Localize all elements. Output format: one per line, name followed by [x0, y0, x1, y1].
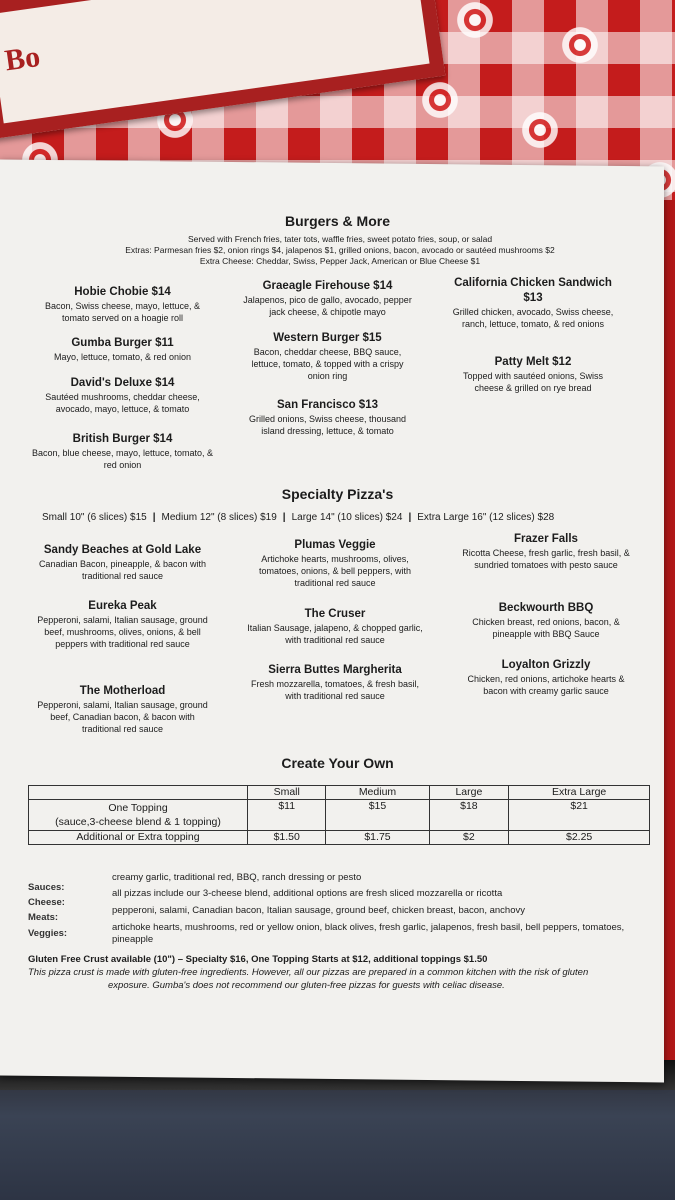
table-header-row [29, 786, 650, 800]
gluten-line-3-text: exposure. Gumba's does not recommend our gluten-free pizzas for guests with celiac disease. [108, 980, 505, 991]
burgers-served: Served with French fries, tater tots, waffle fries, sweet potato fries, soup, or salad [187, 234, 493, 244]
item-desc: Topped with sautéed onions, Swiss cheese & grilled on rye bread [462, 371, 604, 393]
item-title: Eureka Peak [88, 600, 157, 612]
gluten-line-3 [28, 979, 658, 992]
burgers-title: Burgers & More [284, 213, 391, 229]
menu-item [240, 279, 415, 318]
table-cell: $1.50 [248, 831, 326, 845]
item-title: Western Burger $15 [273, 332, 382, 344]
create-your-own-table [28, 785, 650, 845]
table-header-empty [29, 786, 248, 800]
table-cell: $18 [429, 800, 509, 831]
flower-pattern [420, 80, 460, 120]
legend-meats-label: Meats: [28, 912, 59, 923]
table-cell: $15 [326, 800, 429, 831]
menu-item [460, 601, 632, 640]
item-title: Loyalton Grizzly [501, 659, 591, 671]
menu-item [30, 336, 215, 363]
table-header: Small [248, 786, 326, 800]
item-desc: Bacon, cheddar cheese, BBQ sauce, lettuce, tomato, & topped with a crispy onion ring [251, 347, 404, 381]
menu-item [245, 663, 425, 702]
item-desc: Italian Sausage, jalapeno, & chopped garlic, with traditional red sauce [247, 623, 423, 645]
legend-cheese-label: Cheese: [28, 897, 65, 908]
item-title: Patty Melt $12 [494, 356, 572, 368]
item-title: Plumas Veggie [294, 539, 376, 551]
item-title: Hobie Chobie $14 [74, 286, 171, 298]
table-cell: $2 [429, 831, 509, 845]
item-desc: Bacon, Swiss cheese, mayo, lettuce, & tomato served on a hoagie roll [44, 301, 201, 323]
item-desc: Jalapenos, pico de gallo, avocado, pepper jack cheese, & chipotle mayo [243, 295, 412, 317]
flower-pattern [520, 110, 560, 150]
item-desc: Canadian Bacon, pineapple, & bacon with traditional red sauce [38, 559, 207, 581]
item-desc: Grilled chicken, avocado, Swiss cheese, ranch, lettuce, tomato, & red onions [452, 307, 614, 329]
menu-item [30, 432, 215, 471]
item-title: British Burger $14 [72, 433, 173, 445]
gluten-line-2 [28, 966, 658, 979]
table-row [29, 831, 650, 845]
table-cell: $2.25 [509, 831, 650, 845]
pizza-title: Specialty Pizza's [281, 486, 394, 502]
table-row-label [29, 800, 248, 831]
item-desc: Grilled onions, Swiss cheese, thousand island dressing, lettuce, & tomato [248, 414, 407, 436]
menu-item [245, 538, 425, 589]
table-cell: $21 [509, 800, 650, 831]
menu-item [240, 331, 415, 382]
size-extra-large: Extra Large 16" (12 slices) $28 [417, 512, 555, 523]
item-desc: Sautéed mushrooms, cheddar cheese, avocado, mayo, lettuce, & tomato [45, 392, 200, 414]
pizza-sizes [42, 512, 652, 523]
menu-item [448, 276, 618, 330]
item-title: The Motherload [79, 685, 166, 697]
item-title: The Cruser [304, 608, 366, 620]
item-desc: Chicken, red onions, artichoke hearts & bacon with creamy garlic sauce [467, 674, 625, 696]
menu-item [448, 355, 618, 394]
item-desc: Artichoke hearts, mushrooms, olives, tomatoes, onions, & bell peppers, with traditional red sauce [258, 554, 412, 588]
table-cell: $1.75 [326, 831, 429, 845]
table-header: Large [429, 786, 509, 800]
burgers-extra-cheese: Extra Cheese: Cheddar, Swiss, Pepper Jack, American or Blue Cheese $1 [199, 256, 481, 266]
legend-veggies: artichoke hearts, mushrooms, red or yellow onion, black olives, fresh garlic, jalapenos, fresh basil, bell peppers, tomatoes, pineapple [112, 922, 625, 945]
table-row [29, 800, 650, 831]
create-title: Create Your Own [281, 755, 394, 771]
item-title: San Francisco $13 [277, 399, 378, 411]
table-cell: $11 [248, 800, 326, 831]
size-large: Large 14" (10 slices) $24 [291, 512, 403, 523]
item-desc: Chicken breast, red onions, bacon, & pineapple with BBQ Sauce [472, 617, 620, 639]
item-desc: Pepperoni, salami, Italian sausage, ground beef, Canadian bacon, & bacon with traditional red sauce [37, 700, 208, 734]
gluten-line-1 [28, 953, 658, 966]
table-header: Medium [326, 786, 429, 800]
burgers-extras: Extras: Parmesan fries $2, onion rings $4, jalapenos $1, grilled onions, bacon, avocado or sautéed mushrooms $2 [125, 245, 555, 255]
item-desc: Pepperoni, salami, Italian sausage, ground beef, mushrooms, olives, onions, & bell peppers with traditional red sauce [37, 615, 208, 649]
menu-item [30, 376, 215, 415]
legend-cheese: all pizzas include our 3-cheese blend, additional options are fresh sliced mozzarella or ricotta [112, 888, 503, 899]
menu-item [30, 285, 215, 324]
menu-item [30, 684, 215, 735]
item-title: David's Deluxe $14 [70, 377, 175, 389]
legend-sauces: creamy garlic, traditional red, BBQ, ranch dressing or pesto [112, 872, 362, 883]
item-desc: Mayo, lettuce, tomato, & red onion [53, 352, 192, 362]
flower-pattern [455, 0, 495, 40]
menu-item [30, 543, 215, 582]
row-label-line: (sauce,3-cheese blend & 1 topping) [55, 816, 221, 828]
size-separator: | [408, 512, 412, 523]
menu-item [460, 532, 632, 571]
size-separator: | [282, 512, 286, 523]
table-row-label: Additional or Extra topping [29, 831, 248, 845]
item-title: Beckwourth BBQ [498, 602, 594, 614]
gluten-line-1-text: Gluten Free Crust available (10") – Specialty $16, One Topping Starts at $12, additional toppings $1.50 [28, 954, 488, 965]
size-small: Small 10" (6 slices) $15 [42, 512, 147, 523]
legend-sauces-label: Sauces: [28, 882, 65, 893]
item-title: California Chicken Sandwich $13 [454, 277, 612, 304]
legend-veggies-label: Veggies: [28, 928, 68, 939]
item-title: Frazer Falls [514, 533, 578, 545]
menu-item [245, 607, 425, 646]
menu-item [30, 599, 215, 650]
table-header: Extra Large [509, 786, 650, 800]
item-title: Graeagle Firehouse $14 [262, 280, 393, 292]
item-desc: Ricotta Cheese, fresh garlic, fresh basil, & sundried tomatoes with pesto sauce [462, 548, 630, 570]
menu-item [460, 658, 632, 697]
header-card-text: Bo [2, 39, 43, 78]
size-separator: | [152, 512, 156, 523]
item-desc: Bacon, blue cheese, mayo, lettuce, tomato, & red onion [31, 448, 214, 470]
item-title: Sandy Beaches at Gold Lake [43, 544, 202, 556]
flower-pattern [560, 25, 600, 65]
item-title: Gumba Burger $11 [71, 337, 174, 349]
gluten-line-2-text: This pizza crust is made with gluten-free ingredients. However, all our pizzas are prepared in a common kitchen with the risk of gluten [28, 967, 589, 978]
size-medium: Medium 12" (8 slices) $19 [161, 512, 277, 523]
gluten-free-note [28, 953, 658, 992]
item-desc: Fresh mozzarella, tomatoes, & fresh basil, with traditional red sauce [250, 679, 420, 701]
item-title: Sierra Buttes Margherita [268, 664, 402, 676]
legend-meats: pepperoni, salami, Canadian bacon, Italian sausage, ground beef, chicken breast, bacon, anchovy [112, 905, 525, 916]
row-label-line: One Topping [108, 802, 168, 814]
menu-item [240, 398, 415, 437]
